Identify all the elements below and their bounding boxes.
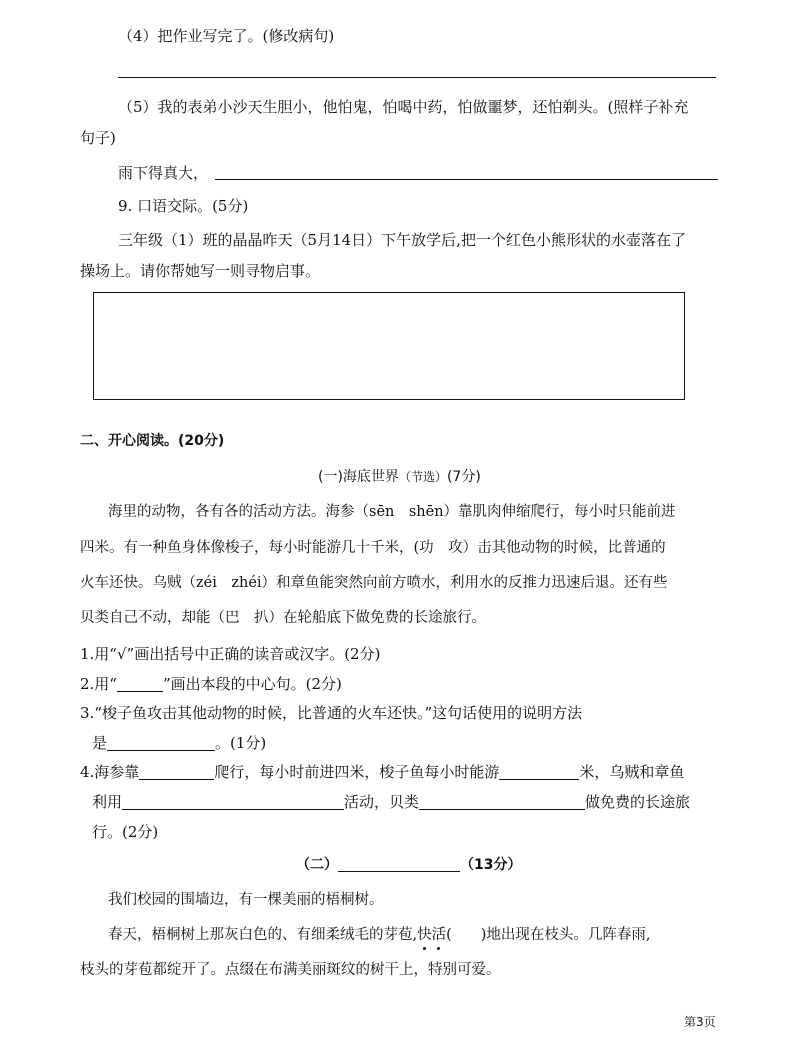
passage1-q2 <box>80 674 342 694</box>
passage2-line-2 <box>108 925 651 945</box>
q2-text-after: ”画出本段的中心句。(2分) <box>162 675 342 693</box>
passage1-title-note: （节选） <box>398 470 447 484</box>
passage1-q1: 1.用“√”画出括号中正确的读音或汉字。(2分) <box>80 645 381 663</box>
answer-line-q8-4[interactable] <box>118 77 716 78</box>
passage1-line-4: 贝类自己不动，却能（巴 扒）在轮船底下做免费的长途旅行。 <box>80 610 486 626</box>
q4-text-c: 米，乌贼和章鱼 <box>579 763 685 781</box>
q4-text-a: 4.海参靠 <box>80 763 140 781</box>
emphasis-char-2: 活 <box>431 927 447 943</box>
passage2-title-blank[interactable] <box>338 855 460 872</box>
q8-item5-line2: 句子) <box>80 129 116 147</box>
q4-text-f: 做免费的长途旅 <box>585 793 691 811</box>
q3-blank[interactable] <box>107 734 215 751</box>
passage1-title <box>318 467 481 487</box>
q3-text-before: 是 <box>92 734 108 752</box>
q2-blank[interactable] <box>117 675 163 692</box>
q4-blank-1[interactable] <box>139 763 214 780</box>
q4-blank-4[interactable] <box>419 793 585 810</box>
passage2-line-3: 枝头的芽苞都绽开了。点缀在布满美丽斑纹的树干上，特别可爱。 <box>80 962 501 978</box>
passage1-title-main: (一)海底世界 <box>318 469 399 485</box>
passage1-line-1: 海里的动物，各有各的活动方法。海参（sēn shēn）靠肌肉伸缩爬行，每小时只能前进 <box>108 504 676 520</box>
q3-text-after: 。(1分) <box>215 734 267 752</box>
q9-text-line2: 操场上。请你帮她写一则寻物启事。 <box>80 262 321 280</box>
q9-title: 9. 口语交际。(5分) <box>118 197 249 215</box>
passage2-title-right: （13分） <box>460 857 522 873</box>
passage2-title <box>296 855 521 875</box>
q2-text-before: 2.用“ <box>80 675 117 693</box>
q8-item4: （4）把作业写完了。(修改病句) <box>118 27 335 45</box>
line2-text-b: ( )地出现在枝头。几阵春雨, <box>446 927 651 943</box>
passage1-line-3: 火车还快。乌贼（zéi zhéi）和章鱼能突然向前方喷水，利用水的反推力迅速后退。还有些 <box>80 575 668 591</box>
passage1-title-score: (7分) <box>446 469 481 485</box>
q8-item5-line1: （5）我的表弟小沙天生胆小，他怕鬼，怕喝中药，怕做噩梦，还怕剃头。(照样子补充 <box>118 98 689 116</box>
q4-text-e: 活动，贝类 <box>344 793 420 811</box>
passage1-q3-line1: 3.“梭子鱼攻击其他动物的时候，比普通的火车还快。”这句话使用的说明方法 <box>80 704 583 722</box>
q4-text-b: 爬行，每小时前进四米，梭子鱼每小时能游 <box>214 763 500 781</box>
q4-text-d: 利用 <box>92 793 123 811</box>
q4-blank-2[interactable] <box>499 763 579 780</box>
passage1-q4-line3: 行。(2分) <box>92 823 159 841</box>
q4-blank-3[interactable] <box>122 793 344 810</box>
line2-text-a: 春天，梧桐树上那灰白色的、有细柔绒毛的芽苞, <box>108 927 418 943</box>
passage2-title-left: （二） <box>296 857 338 873</box>
answer-line-q8-5[interactable] <box>215 179 718 180</box>
passage1-q4-line1 <box>80 762 684 782</box>
passage1-q4-line2 <box>92 792 690 812</box>
q9-answer-box[interactable] <box>93 292 685 400</box>
page-number: 第3页 <box>684 1015 716 1029</box>
q9-text-line1: 三年级（1）班的晶晶昨天（5月14日）下午放学后,把一个红色小熊形状的水壶落在了 <box>118 231 686 249</box>
passage2-line-1: 我们校园的围墙边，有一棵美丽的梧桐树。 <box>108 892 384 908</box>
emphasis-char-1: 快 <box>417 927 432 943</box>
q8-item5-prompt: 雨下得真大， <box>118 164 209 182</box>
passage1-line-2: 四米。有一种鱼身体像梭子，每小时能游几十千米，(功 攻）击其他动物的时候，比普通的 <box>80 540 666 556</box>
section2-heading: 二、开心阅读。(20分) <box>80 433 225 449</box>
passage1-q3-line2 <box>92 733 266 753</box>
